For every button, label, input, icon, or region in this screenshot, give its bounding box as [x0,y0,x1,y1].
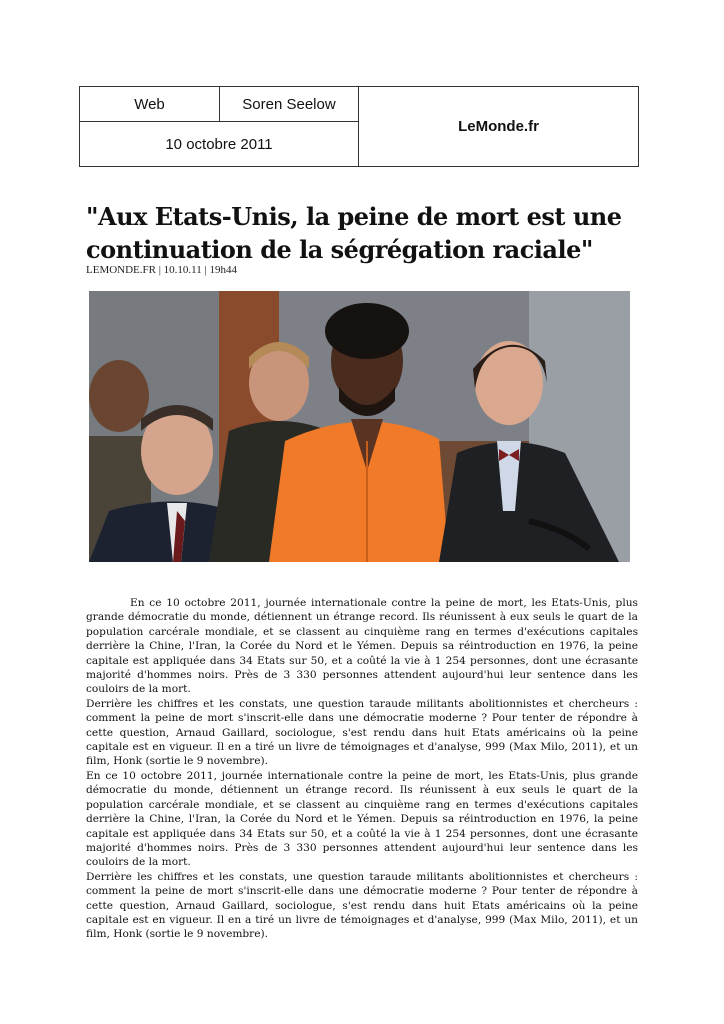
courtroom-photo [89,291,630,562]
category-cell: Web [80,87,220,122]
header-table [79,86,639,167]
author-cell: Soren Seelow [220,87,359,122]
article-paragraph: Derrière les chiffres et les constats, une question taraude militants abolitionnistes et chercheurs : comment la peine de mort s'inscrit-elle dans une démocratie moderne ? Pour tenter de répondre à cette question, Arnaud Gaillard, sociologue, s'est rendu dans huit Etats américains où la peine capitale est en vigueur. Il en a tiré un livre de témoignages et d'analyse, 999 (Max Milo, 2011), et un film, Honk (sortie le 9 novembre). [86,697,638,768]
date-cell: 10 octobre 2011 [80,122,359,166]
article-paragraph: En ce 10 octobre 2011, journée internationale contre la peine de mort, les Etats-Unis, plus grande démocratie du monde, détiennent un étrange record. Ils réunissent à eux seuls le quart de la population carcérale mondiale, et se classent au cinquième rang en termes d'exécutions capitales derrière la Chine, l'Iran, la Corée du Nord et le Yémen. Depuis sa réintroduction en 1976, la peine capitale est appliquée dans 34 Etats sur 50, et a coûté la vie à 1 254 personnes, dont une écrasante majorité d'hommes noirs. Près de 3 330 personnes attendent aujourd'hui leur sentence dans les couloirs de la mort. [86,597,638,696]
article-paragraph: Derrière les chiffres et les constats, une question taraude militants abolitionnistes et chercheurs : comment la peine de mort s'inscrit-elle dans une démocratie moderne ? Pour tenter de répondre à cette question, Arnaud Gaillard, sociologue, s'est rendu dans huit Etats américains où la peine capitale est en vigueur. Il en a tiré un livre de témoignages et d'analyse, 999 (Max Milo, 2011), et un film, Honk (sortie le 9 novembre). [86,870,638,941]
article-paragraph: En ce 10 octobre 2011, journée internationale contre la peine de mort, les Etats-Unis, plus grande démocratie du monde, détiennent un étrange record. Ils réunissent à eux seuls le quart de la population carcérale mondiale, et se classent au cinquième rang en termes d'exécutions capitales derrière la Chine, l'Iran, la Corée du Nord et le Yémen. Depuis sa réintroduction en 1976, la peine capitale est appliquée dans 34 Etats sur 50, et a coûté la vie à 1 254 personnes, dont une écrasante majorité d'hommes noirs. Près de 3 330 personnes attendent aujourd'hui leur sentence dans les couloirs de la mort. [86,769,638,869]
source-cell: LeMonde.fr [458,118,539,135]
article-body [86,596,638,942]
article-title: "Aux Etats-Unis, la peine de mort est une continuation de la ségrégation raciale" [86,202,622,264]
article-byline: LEMONDE.FR | 10.10.11 | 19h44 [86,264,237,276]
